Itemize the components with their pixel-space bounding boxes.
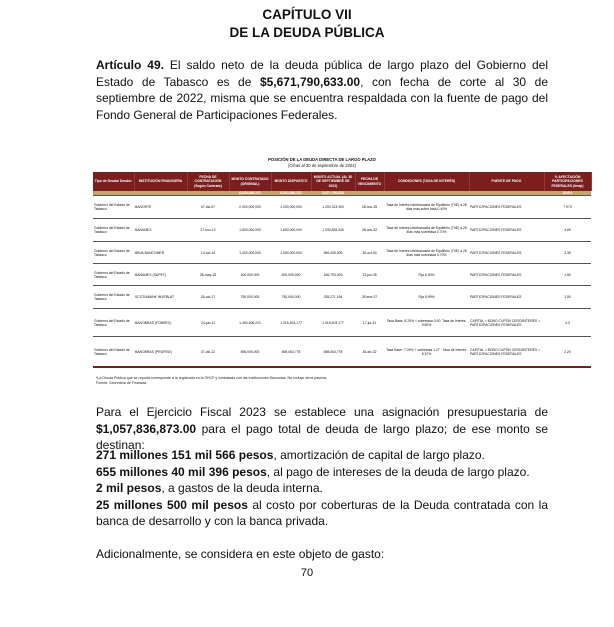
cell-disbursed-amount: 1,600,000,000 — [271, 219, 311, 242]
allocation-amount: 655 millones 40 mil 396 pesos — [96, 464, 267, 479]
page-number: 70 — [300, 567, 314, 579]
table-row — [93, 196, 591, 219]
cell-current-amount: 1,200,313,300 — [311, 196, 355, 219]
cell-institution: BANOBRAS (PROFISE) — [134, 337, 187, 368]
cell-current-amount: 166,793,003 — [311, 264, 355, 286]
chapter-title: DE LA DEUDA PÚBLICA — [229, 25, 385, 40]
cell-disbursed-amount: 1,000,000,000 — [271, 242, 311, 264]
cell-debtor: Gobierno del Estado de Tabasco — [93, 196, 134, 219]
header-cell: FECHA DE CONTRATACIÓN (Según Contrato) — [187, 172, 229, 191]
cell-contract-date: 24-jun-11 — [187, 309, 229, 337]
cell-payment-source: CAPITAL = BONO CUPÓN CERO/INTERÉS = PARTICIPACIONES FEDERALES — [469, 309, 544, 337]
cell-affectation-pct: 2.20 — [544, 337, 591, 368]
debt-position-table — [93, 172, 592, 368]
cell-institution: BANAMEX (SUPET) — [134, 264, 187, 286]
cell-disbursed-amount: 400,000,000 — [271, 264, 311, 286]
list-item — [96, 497, 548, 530]
allocation-amount: 271 millones 151 mil 566 pesos — [96, 448, 274, 462]
cell-debtor: Gobierno del Estado de Tabasco — [93, 286, 134, 309]
cell-current-amount: 335,271,164 — [311, 286, 355, 309]
cell-disbursed-amount: 1,015,403,177 — [271, 309, 311, 337]
totals-cell: 8,840,466,221 — [271, 191, 311, 196]
chapter-number: CAPÍTULO VII — [262, 7, 352, 22]
table-row — [93, 309, 591, 337]
cell-conditions: Tasa de Interés Interbancaria de Equilibrio (TIIE) a 28 días más sobretasa 0.70% — [384, 219, 469, 242]
cell-payment-source: PARTICIPACIONES FEDERALES — [469, 286, 544, 309]
table-header-row — [93, 172, 591, 191]
article-49-paragraph — [96, 57, 548, 123]
table-source: Fuente: Secretaría de Finanzas — [96, 381, 147, 385]
cell-payment-source: PARTICIPACIONES FEDERALES — [469, 264, 544, 286]
header-cell: % AFECTACIÓN PARTICIPACIONES FEDERALES (fmdp) — [544, 172, 591, 191]
header-cell: MONTO DISPUESTO — [271, 172, 311, 191]
header-cell: CONDICIONES (TASA DE INTERÉS) — [384, 172, 469, 191]
cell-contract-date: 07-dic-12 — [187, 337, 229, 368]
cell-conditions: Fija 6.00% — [384, 264, 469, 286]
table-title: POSICIÓN DE LA DEUDA DIRECTA DE LARGO PLAZO — [268, 157, 376, 162]
table-row — [93, 337, 591, 368]
allocation-amount: 25 millones 500 mil pesos — [96, 497, 248, 512]
article-label: Artículo 49. — [96, 58, 164, 72]
cell-original-amount: 1,454,406,221 — [229, 309, 271, 337]
cell-maturity-date: 28-ene-37 — [355, 286, 384, 309]
cell-original-amount: 750,000,000 — [229, 286, 271, 309]
header-cell: INSTITUCIÓN FINANCIERA — [134, 172, 187, 191]
allocation-text: , amortización de capital de largo plazo. — [273, 448, 485, 462]
cell-contract-date: 26-oct-17 — [187, 286, 229, 309]
header-cell: Tipo de Deuda/ Deudor — [93, 172, 134, 191]
cell-contract-date: 28-may-15 — [187, 264, 229, 286]
cell-debtor: Gobierno del Estado de Tabasco — [93, 337, 134, 368]
cell-original-amount: 696,000,000 — [229, 337, 271, 368]
cell-institution: BANORTE — [134, 196, 187, 219]
cell-institution: SCOTIABANK INVERLAT — [134, 286, 187, 309]
cell-conditions: Tasa de Interés Interbancaria de Equilibrio (TIIE) a 28 días más sobretasa 0.70% — [384, 242, 469, 264]
cell-maturity-date: 30-oct-34 — [355, 242, 384, 264]
table-footnote: *La Deuda Pública que se reporta corresponde a la registrada en la SHCP y contratada con las Instituciones Bancarias. No incluye otros pasivos — [96, 376, 327, 380]
cell-maturity-date: 13-jun-35 — [355, 264, 384, 286]
article-text-2: , con fecha de corte al 30 de septiembre de 2022, misma que se encuentra respaldada con la fuente de pago del Fondo General de Participaciones Federales. — [96, 74, 548, 122]
cell-maturity-date: 28-nov-32 — [355, 219, 384, 242]
article-text-1: El saldo neto de la deuda pública de largo plazo del Gobierno del Estado de Tabasco es de — [96, 58, 548, 89]
cell-conditions: Tasa Base: 8.20% + sobretasa 0.90. Tasa de Interés: 9.50% — [384, 309, 469, 337]
header-cell: MONTO CONTRATADO (ORIGINAL) — [229, 172, 271, 191]
list-item — [96, 447, 548, 464]
cell-original-amount: 400,000,000 — [229, 264, 271, 286]
cell-maturity-date: 28-dic-32 — [355, 337, 384, 368]
totals-cell: 5,671,790,633 — [311, 191, 355, 196]
cell-original-amount: 2,000,000,000 — [229, 196, 271, 219]
cell-disbursed-amount: 750,000,000 — [271, 286, 311, 309]
closing-paragraph: Adicionalmente, se considera en este objeto de gasto: — [96, 547, 385, 561]
header-cell: MONTO ACTUAL (AL 30 DE SEPTIEMBRE DE 2022) — [311, 172, 355, 191]
cell-affectation-pct: 3.35 — [544, 242, 591, 264]
table-row — [93, 242, 591, 264]
cell-institution: BANAMEX — [134, 219, 187, 242]
cell-contract-date: 07-dic-07 — [187, 196, 229, 219]
cell-institution: BANOBRAS (FONREC) — [134, 309, 187, 337]
cell-payment-source: PARTICIPACIONES FEDERALES — [469, 242, 544, 264]
header-cell: FECHA DE VENCIMIENTO — [355, 172, 384, 191]
table-row — [93, 219, 591, 242]
cell-affectation-pct: 1.50 — [544, 264, 591, 286]
budget-amount: $1,057,836,873.00 — [96, 421, 197, 436]
list-item — [96, 480, 548, 497]
cell-affectation-pct: 4.69 — [544, 219, 591, 242]
cell-disbursed-amount: 698,063,778 — [271, 337, 311, 368]
totals-cell: 8,840,466,221 — [229, 191, 271, 196]
cell-affectation-pct: 3.3 — [544, 309, 591, 337]
cell-original-amount: 1,000,000,000 — [229, 242, 271, 264]
allocation-list — [96, 447, 548, 530]
allocation-amount: 2 mil pesos — [96, 481, 162, 495]
cell-maturity-date: 28-nov-35 — [355, 196, 384, 219]
cell-debtor: Gobierno del Estado de Tabasco — [93, 264, 134, 286]
cell-current-amount: 698,063,778 — [311, 337, 355, 368]
allocation-text: al costo por coberturas de la Deuda contratada con la banca de desarrollo y con la banca privada. — [96, 497, 548, 528]
cell-current-amount: 1,039,828,340 — [311, 219, 355, 242]
cell-payment-source: CAPITAL = BONO CUPÓN CERO/INTERÉS = PARTICIPACIONES FEDERALES — [469, 337, 544, 368]
cell-maturity-date: 17-jul-31 — [355, 309, 384, 337]
cell-payment-source: PARTICIPACIONES FEDERALES — [469, 196, 544, 219]
cell-payment-source: PARTICIPACIONES FEDERALES — [469, 219, 544, 242]
allocation-text: , al pago de intereses de la deuda de largo plazo. — [266, 464, 530, 479]
cell-contract-date: 13-oct-14 — [187, 242, 229, 264]
cell-conditions: Fija 8.99% — [384, 286, 469, 309]
cell-conditions: Tasa de Interés Interbancaria de Equilibrio (TIIE) a 28 días más sobre tasa 0.40% — [384, 196, 469, 219]
allocation-text: , a gastos de la deuda interna. — [161, 481, 323, 495]
header-cell: FUENTE DE PAGO — [469, 172, 544, 191]
fiscal-text-1: Para el Ejercicio Fiscal 2023 se establece una asignación presupuestaria de — [96, 405, 548, 419]
cell-current-amount: 856,439,309 — [311, 242, 355, 264]
cell-conditions: Tasa Base: 7.09% + sobretasa 1.27 · Tasa de Interés: 8.37% — [384, 337, 469, 368]
cell-affectation-pct: 7.973 — [544, 196, 591, 219]
cell-debtor: Gobierno del Estado de Tabasco — [93, 242, 134, 264]
debt-balance-amount: $5,671,790,633.00 — [259, 74, 361, 89]
cell-debtor: Gobierno del Estado de Tabasco — [93, 219, 134, 242]
table-row — [93, 264, 591, 286]
cell-debtor: Gobierno del Estado de Tabasco — [93, 309, 134, 337]
table-subtitle: (Cifras al 30 de septiembre de 2022) — [288, 163, 356, 168]
cell-institution: BBVA BANCOMER — [134, 242, 187, 264]
totals-cell: 34.6% — [544, 191, 591, 196]
cell-current-amount: 1,015,403,177 — [311, 309, 355, 337]
cell-affectation-pct: 1.50 — [544, 286, 591, 309]
list-item — [96, 464, 548, 481]
fiscal-text-2: para el pago total de deuda de largo plazo; de ese monto se destinan: — [96, 421, 548, 452]
cell-contract-date: 27-nov-12 — [187, 219, 229, 242]
cell-disbursed-amount: 1,000,000,000 — [271, 196, 311, 219]
table-row — [93, 286, 591, 309]
cell-original-amount: 1,600,000,000 — [229, 219, 271, 242]
